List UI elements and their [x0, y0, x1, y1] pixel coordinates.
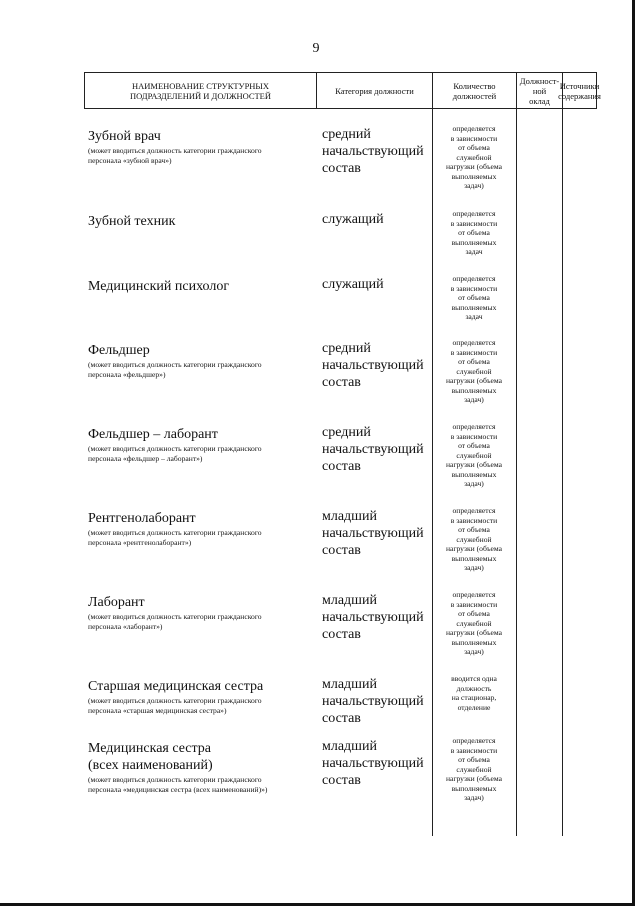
position-quantity: определяется в зависимости от объема выполняемых задач: [450, 209, 498, 256]
position-quantity: вводится одна должность на стационар, отделение: [451, 674, 497, 712]
position-title: Зубной техник: [88, 214, 176, 229]
position-title: Медицинский психолог: [88, 279, 230, 294]
position-quantity: определяется в зависимости от объема служебной нагрузки (объема выполняемых задач): [445, 736, 503, 802]
position-note: (может вводиться должность категории гражданского персонала «старшая медицинская сестра»): [88, 696, 262, 715]
position-note: (может вводиться должность категории гражданского персонала «фельдшер»): [88, 360, 262, 379]
position-quantity: определяется в зависимости от объема служебной нагрузки (объема выполняемых задач): [445, 422, 503, 488]
header-quantity: Количество должностей: [452, 80, 497, 101]
position-title: Медицинская сестра (всех наименований): [88, 741, 213, 773]
column-divider-salary: [516, 72, 517, 836]
position-quantity: определяется в зависимости от объема служебной нагрузки (объема выполняемых задач): [445, 124, 503, 190]
position-category: служащий: [322, 277, 384, 292]
position-quantity: определяется в зависимости от объема служебной нагрузки (объема выполняемых задач): [445, 506, 503, 572]
header-category: Категория должности: [335, 85, 414, 96]
header-salary: Должност- ной оклад: [519, 75, 560, 106]
position-title: Старшая медицинская сестра: [88, 679, 264, 694]
header-source: Источники содержания: [558, 80, 601, 101]
position-note: (может вводиться должность категории гражданского персонала «рентгенолаборант»): [88, 528, 262, 547]
position-category: младший начальствующий состав: [322, 593, 424, 642]
position-title: Фельдшер: [88, 343, 150, 358]
position-title: Фельдшер – лаборант: [88, 427, 218, 442]
position-title: Лаборант: [88, 595, 145, 610]
position-quantity: определяется в зависимости от объема выполняемых задач: [450, 274, 498, 321]
position-quantity: определяется в зависимости от объема служебной нагрузки (объема выполняемых задач): [445, 338, 503, 404]
position-category: средний начальствующий состав: [322, 127, 424, 176]
position-category: служащий: [322, 212, 384, 227]
position-category: средний начальствующий состав: [322, 341, 424, 390]
position-category: средний начальствующий состав: [322, 425, 424, 474]
page-number: 9: [312, 41, 320, 56]
position-quantity: определяется в зависимости от объема служебной нагрузки (объема выполняемых задач): [445, 590, 503, 656]
position-category: младший начальствующий состав: [322, 677, 424, 726]
table-header-bottom-border: [84, 108, 596, 109]
position-title: Рентгенолаборант: [88, 511, 196, 526]
position-category: младший начальствующий состав: [322, 739, 424, 788]
position-category: младший начальствующий состав: [322, 509, 424, 558]
position-title: Зубной врач: [88, 129, 161, 144]
header-name: НАИМЕНОВАНИЕ СТРУКТУРНЫХ ПОДРАЗДЕЛЕНИЙ И ДОЛЖНОСТЕЙ: [129, 80, 272, 101]
position-note: (может вводиться должность категории гражданского персонала «лаборант»): [88, 612, 262, 631]
column-divider-source: [562, 72, 563, 836]
position-note: (может вводиться должность категории гражданского персонала «фельдшер – лаборант»): [88, 444, 262, 463]
position-note: (может вводиться должность категории гражданского персонала «медицинская сестра (всех наименований)»): [88, 775, 268, 794]
position-note: (может вводиться должность категории гражданского персонала «зубной врач»): [88, 146, 262, 165]
